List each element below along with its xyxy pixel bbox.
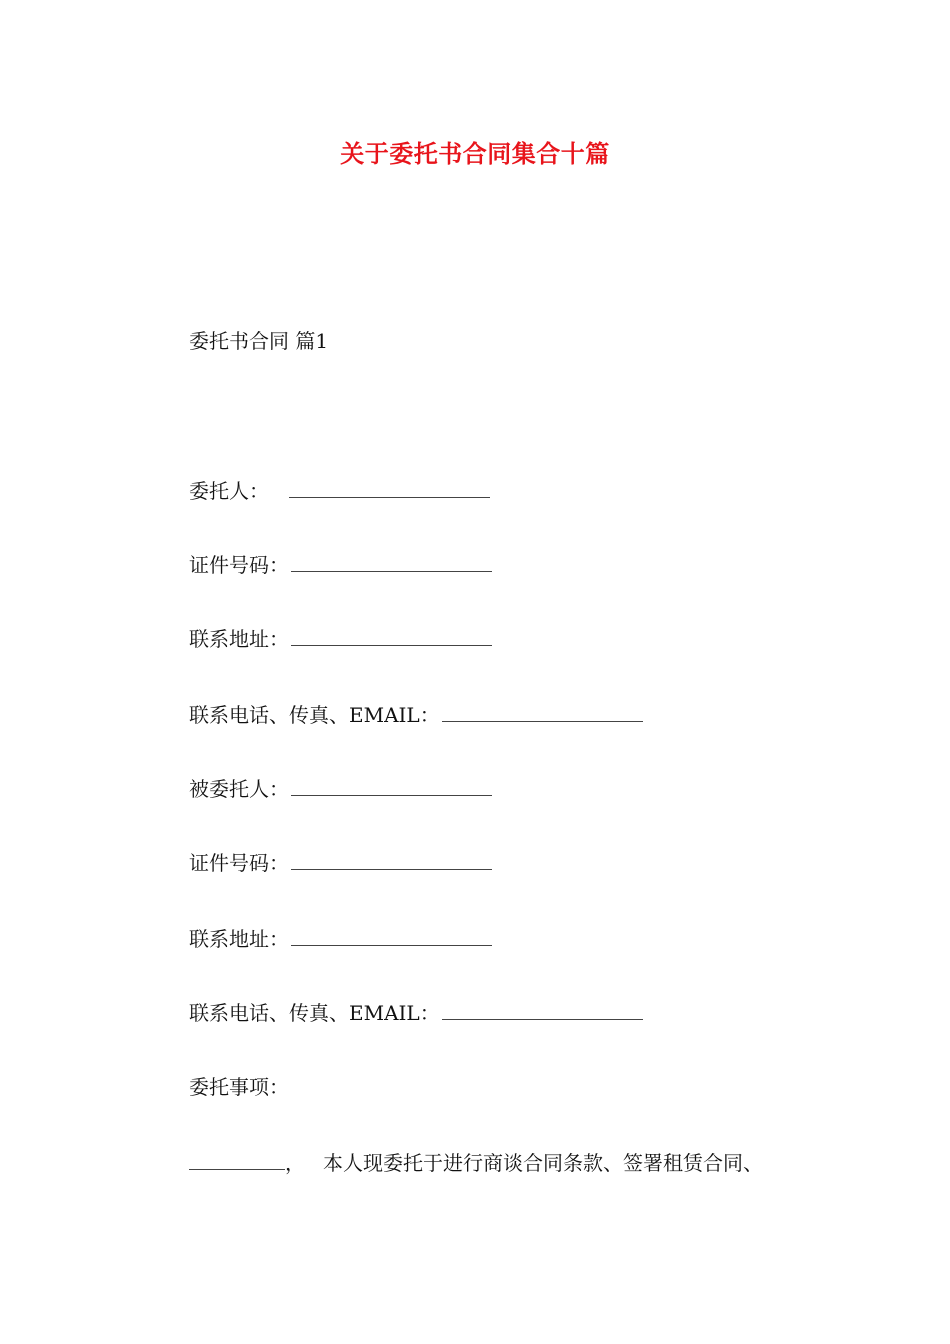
blank-line <box>291 627 492 646</box>
field-label: 联系电话、传真、EMAIL： <box>189 1001 440 1025</box>
blank-line <box>189 1151 285 1170</box>
blank-line <box>442 1001 643 1020</box>
matters-label: 委托事项： <box>189 1075 289 1099</box>
field-principal-contact <box>189 702 643 728</box>
field-label: 证件号码： <box>189 553 289 577</box>
field-label: 被委托人： <box>189 777 289 801</box>
blank-line <box>291 777 492 796</box>
field-label: 联系地址： <box>189 627 289 651</box>
matters-text: 本人现委托于进行商谈合同条款、签署租赁合同、 <box>323 1151 763 1175</box>
field-agent <box>189 776 492 802</box>
field-label: 证件号码： <box>189 851 289 875</box>
matters-comma: ， <box>285 1151 305 1175</box>
blank-line <box>289 479 490 498</box>
field-agent-address <box>189 926 492 952</box>
field-principal-id <box>189 552 492 578</box>
field-label: 委托人： <box>189 479 269 503</box>
matters-paragraph <box>189 1150 763 1176</box>
document-title: 关于委托书合同集合十篇 <box>340 139 610 168</box>
blank-line <box>291 553 492 572</box>
field-label: 联系电话、传真、EMAIL： <box>189 703 440 727</box>
field-principal-address <box>189 626 492 652</box>
blank-line <box>291 851 492 870</box>
field-label: 联系地址： <box>189 927 289 951</box>
section-heading: 委托书合同 篇1 <box>189 329 329 353</box>
blank-line <box>442 703 643 722</box>
blank-line <box>291 927 492 946</box>
field-principal <box>189 478 490 504</box>
field-agent-id <box>189 850 492 876</box>
field-agent-contact <box>189 1000 643 1026</box>
